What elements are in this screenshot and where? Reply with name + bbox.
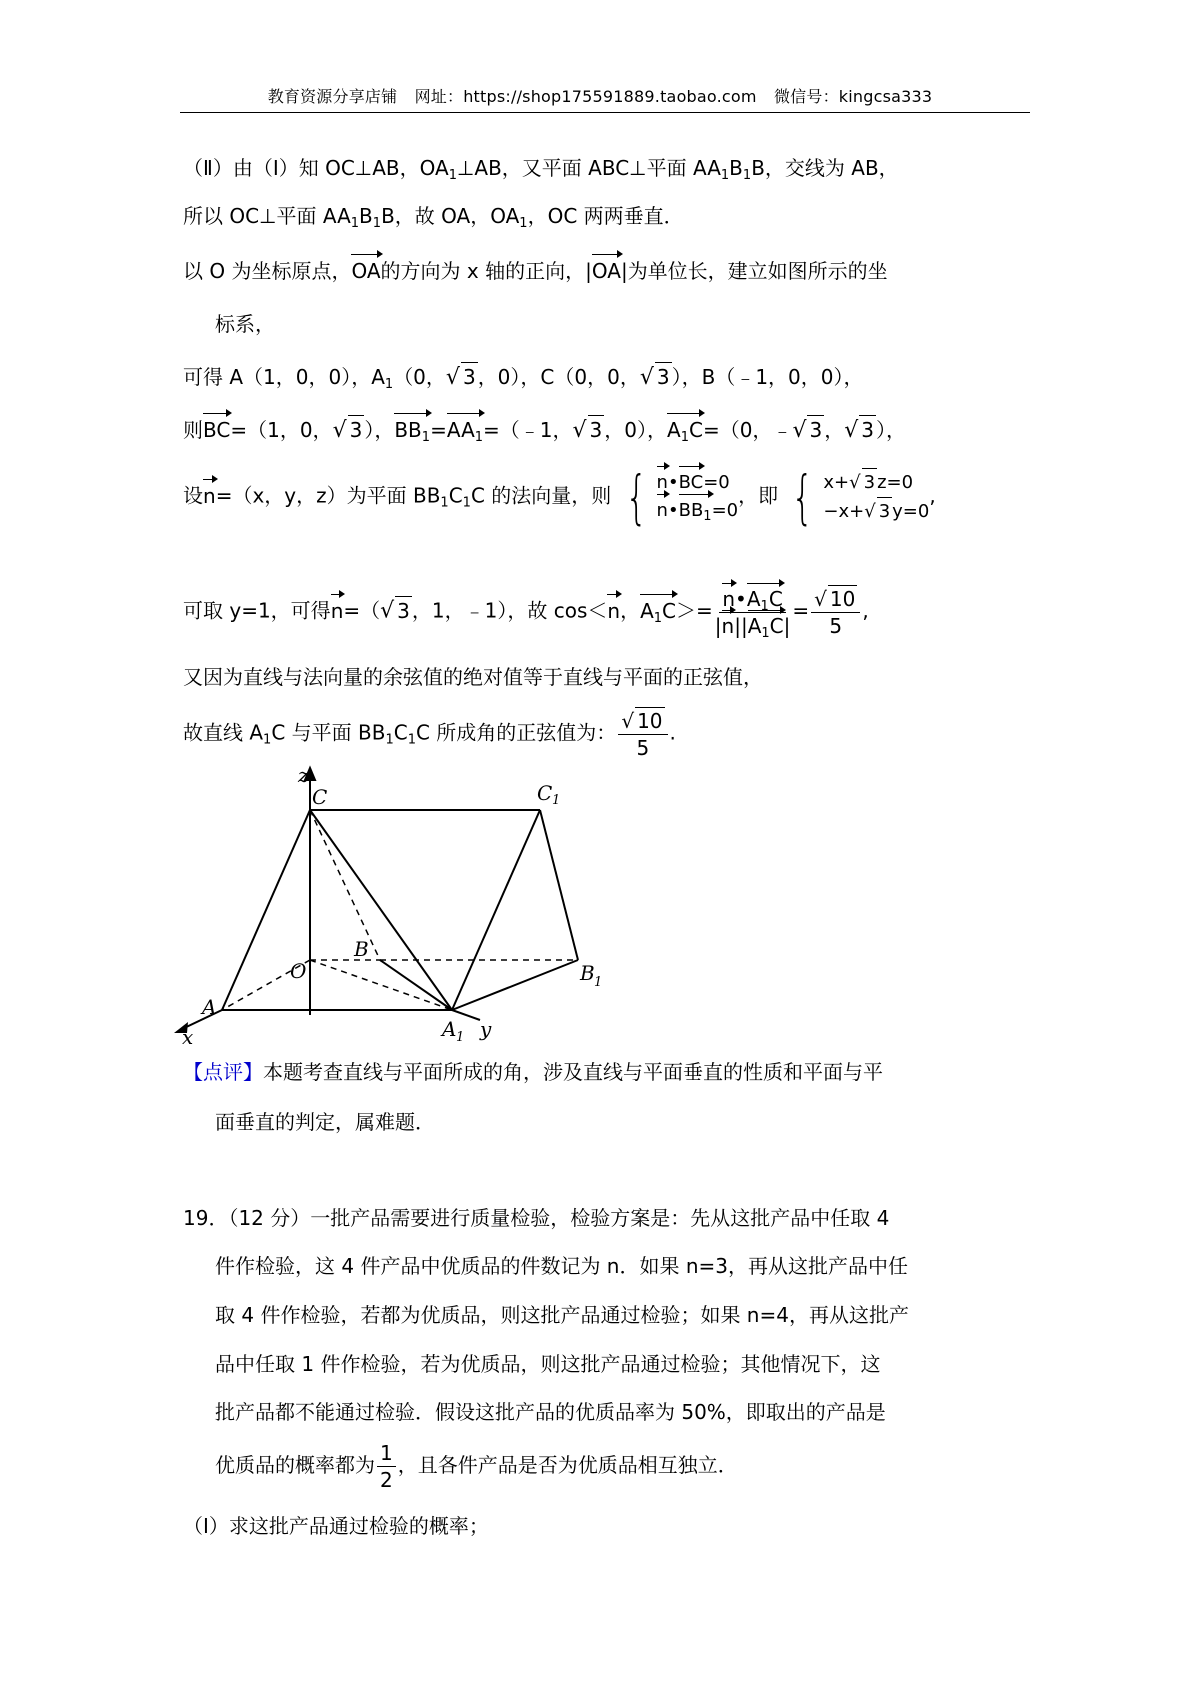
sub: 1 xyxy=(384,377,394,392)
text: ）， xyxy=(875,418,906,442)
review-line-2 xyxy=(215,1108,435,1136)
text: 为单位长，建立如图所示的坐 xyxy=(627,259,888,283)
text: C xyxy=(769,613,784,638)
text: C xyxy=(688,418,703,442)
numerator xyxy=(618,707,667,735)
edge-ca1 xyxy=(310,810,452,1010)
text: =（ xyxy=(343,598,381,623)
text: ，OC 两两垂直． xyxy=(527,204,684,228)
text: y=0 xyxy=(892,501,930,522)
page-header xyxy=(0,84,1200,107)
text: • xyxy=(667,472,679,493)
text: 本题考查直线与平面所成的角，涉及直线与平面垂直的性质和平面与平 xyxy=(263,1060,883,1084)
vector-bc: BC xyxy=(203,418,231,442)
text: ，0）， xyxy=(604,418,668,442)
text: B，交线为 AB， xyxy=(751,156,899,180)
sqrt-icon: √ xyxy=(814,587,827,611)
text: 标系， xyxy=(215,312,275,336)
text: BB xyxy=(678,500,704,521)
sqrt-value: 3 xyxy=(877,497,892,526)
label-a: A xyxy=(202,995,217,1019)
text: 取 4 件作检验，若都为优质品，则这批产品通过检验；如果 n=4，再从这批产 xyxy=(215,1303,909,1327)
text: 设 xyxy=(183,483,203,508)
problem-19-line-1 xyxy=(183,1204,889,1232)
system-row xyxy=(657,497,739,525)
text: ）， xyxy=(364,418,395,442)
text: 批产品都不能通过检验．假设这批产品的优质品率为 50%，即取出的产品是 xyxy=(215,1400,886,1424)
sqrt-icon: √ xyxy=(792,418,807,443)
vector-n: n xyxy=(722,586,736,611)
text: AA xyxy=(446,418,475,442)
text: 可得 A（1，0，0），A xyxy=(183,365,385,389)
sqrt-icon: √ xyxy=(621,709,635,733)
label-c: C xyxy=(312,785,328,809)
sub: 1 xyxy=(680,430,689,445)
text: • xyxy=(735,586,747,611)
problem-19-line-2 xyxy=(215,1252,908,1280)
text: A xyxy=(667,418,681,442)
vector-oa-norm: OA xyxy=(591,259,621,283)
label-b1: B xyxy=(580,961,595,985)
sqrt-value: 3 xyxy=(395,596,412,625)
text: C 的法向量，则 xyxy=(470,483,612,508)
problem-19-line-5 xyxy=(215,1398,886,1426)
solution-line-9 xyxy=(183,663,763,691)
text: x+ xyxy=(823,472,850,493)
text: =0 xyxy=(711,500,739,521)
text: A xyxy=(747,613,762,638)
problem-19-line-6 xyxy=(215,1440,738,1493)
problem-19-line-3 xyxy=(215,1301,909,1329)
sqrt-value: 3 xyxy=(348,415,365,444)
vector-aa1 xyxy=(447,416,483,444)
review-line-1 xyxy=(183,1058,883,1086)
header-wechat: 微信号：kingcsa333 xyxy=(773,87,933,106)
brace-icon: { xyxy=(625,463,648,531)
text: ，即 xyxy=(738,483,779,508)
header-divider xyxy=(180,112,1030,113)
text: . xyxy=(669,720,676,745)
label-b1-sub: 1 xyxy=(594,975,603,990)
solution-line-10 xyxy=(183,707,676,761)
text: ），B（﹣1，0，0）， xyxy=(671,365,864,389)
label-a1-sub: 1 xyxy=(456,1030,465,1045)
solution-line-5 xyxy=(183,362,864,392)
text: =0 xyxy=(703,472,730,493)
text: 则 xyxy=(183,418,203,442)
sqrt-value: 3 xyxy=(588,415,605,444)
label-b: B xyxy=(354,937,369,961)
sqrt-value: 3 xyxy=(862,468,877,497)
edge-c1b1 xyxy=(540,810,578,960)
solution-line-8: 可取 y=1，可得n=（√ 3 ，1，﹣1），故 cos＜n，$A_1C>=$ $\frac{n•A_1C}{|n||A_1C|}$ = $\frac{√ 10}{5}$ , xyxy=(183,586,869,641)
text: ，且各件产品是否为优质品相互独立． xyxy=(397,1453,738,1477)
denominator: 2 xyxy=(380,1468,393,1492)
sub: 1 xyxy=(350,216,360,231)
label-x: x xyxy=(182,1025,194,1049)
sqrt-icon: √ xyxy=(849,472,861,493)
text: （Ⅱ）由（Ⅰ）知 OC⊥AB，OA xyxy=(183,156,449,180)
text: ＞= xyxy=(676,598,713,623)
sub: 1 xyxy=(263,732,272,748)
text: = xyxy=(792,598,810,623)
cos-fraction xyxy=(715,586,791,639)
sub: 1 xyxy=(385,732,394,748)
sqrt-value: 10 xyxy=(829,587,856,611)
text: ⊥AB，又平面 ABC⊥平面 AA xyxy=(456,156,721,180)
geometry-figure xyxy=(180,760,603,1049)
text: =（﹣1， xyxy=(483,418,573,442)
text: ， xyxy=(824,418,845,442)
sub: 1 xyxy=(653,610,663,626)
sub: 1 xyxy=(742,168,752,183)
vector-n: n xyxy=(721,613,735,638)
solution-line-4 xyxy=(215,310,275,338)
sqrt-icon: √ xyxy=(639,365,654,390)
label-a1: A xyxy=(442,1017,457,1041)
denominator: 5 xyxy=(636,736,650,760)
text: • xyxy=(667,500,679,521)
text: BB xyxy=(394,418,422,442)
label-o: O xyxy=(290,959,307,983)
text: B xyxy=(729,156,743,180)
text: 19．（12 分）一批产品需要进行质量检验，检验方案是：先从这批产品中任取 4 xyxy=(183,1206,890,1230)
text: 优质品的概率都为 xyxy=(215,1453,375,1477)
numerator xyxy=(811,585,860,613)
text: 又因为直线与法向量的余弦值的绝对值等于直线与平面的正弦值， xyxy=(183,665,763,689)
text: 以 O 为坐标原点， xyxy=(183,259,352,283)
text: A xyxy=(640,598,654,623)
sqrt-icon: √ xyxy=(844,418,859,443)
edge-cb-hidden xyxy=(310,810,380,960)
sqrt-value: 3 xyxy=(807,415,824,444)
text: C xyxy=(448,483,463,508)
text: −x+ xyxy=(823,501,865,522)
text: 所以 OC⊥平面 AA xyxy=(183,204,351,228)
text: B，故 OA，OA xyxy=(381,204,520,228)
system-row xyxy=(823,468,929,497)
numerator: 1 xyxy=(377,1440,396,1467)
sub: 1 xyxy=(760,598,769,614)
text: （Ⅰ）求这批产品通过检验的概率； xyxy=(183,1514,489,1538)
equation-system-1 xyxy=(618,463,739,531)
sqrt-icon: √ xyxy=(864,501,876,522)
sub: 1 xyxy=(519,216,528,231)
solution-line-1 xyxy=(183,154,899,182)
edge-ba1 xyxy=(380,960,452,1010)
header-url: 网址：https://shop175591889.taobao.com xyxy=(414,87,757,106)
sub: 1 xyxy=(448,168,457,183)
text: ， xyxy=(620,598,641,623)
text: =（x，y，z）为平面 BB xyxy=(215,483,441,508)
label-z: z xyxy=(298,763,309,787)
text: B xyxy=(359,204,373,228)
text: ，0），C（0，0， xyxy=(477,365,640,389)
problem-19-line-4 xyxy=(215,1350,880,1378)
solution-line-7: 设n=（x，y，z）为平面 $BB_1C_1C$ 的法向量，则 { n•BC=0 $n•BB_1=0$ ，即 { x+√ 3 z=0 −x+√ 3 y=0 , xyxy=(183,463,936,531)
text: C xyxy=(768,586,783,611)
sub: 1 xyxy=(462,495,471,511)
text: 故直线 A xyxy=(183,720,264,745)
review-tag: 【点评】 xyxy=(183,1060,263,1084)
text: C xyxy=(662,598,676,623)
vector-a1c xyxy=(747,586,783,612)
edge-oa1-hidden xyxy=(310,960,452,1010)
sub: 1 xyxy=(372,216,382,231)
solution-line-6: 则BC=（1，0，√ 3 ），$BB_1=AA_1=(﹣1$，√ 3 ，0），$A_1C=(0$，﹣√ 3 ，√ 3 ）， xyxy=(183,415,906,445)
label-y: y xyxy=(480,1017,492,1041)
vector-n: n xyxy=(657,469,668,497)
vector-n: n xyxy=(657,497,668,525)
text: C 所成角的正弦值为： xyxy=(415,720,617,745)
vector-bb1 xyxy=(679,497,712,525)
vector-bb1 xyxy=(394,416,430,444)
header-shop: 教育资源分享店铺 xyxy=(267,87,398,106)
vector-oa: OA xyxy=(351,259,381,283)
sub: 1 xyxy=(703,509,712,524)
brace-icon: { xyxy=(791,463,815,531)
half-fraction xyxy=(377,1440,396,1493)
sqrt-icon: √ xyxy=(380,598,395,624)
sub: 1 xyxy=(407,732,416,748)
text: ，1，﹣1），故 cos＜ xyxy=(411,598,608,623)
solution-line-2 xyxy=(183,202,684,230)
text: 的方向为 x 轴的正向， xyxy=(380,259,586,283)
text: z=0 xyxy=(877,472,914,493)
vector-n: n xyxy=(330,598,344,623)
label-c1-sub: 1 xyxy=(552,793,561,808)
text: A xyxy=(746,586,761,611)
text: 可取 y=1，可得 xyxy=(183,598,331,623)
sqrt-value: 3 xyxy=(655,362,672,391)
sqrt-value: 3 xyxy=(859,415,876,444)
text: C 与平面 BB xyxy=(271,720,386,745)
denominator: $|n||A_1C|$ xyxy=(714,613,791,641)
sqrt-value: 3 xyxy=(461,362,478,391)
vector-n: n xyxy=(203,483,216,508)
solution-line-3: 以 O 为坐标原点，OA的方向为 x 轴的正向，|OA|为单位长，建立如图所示的坐 xyxy=(183,259,888,283)
equation-system-2 xyxy=(784,463,930,531)
sqrt-icon: √ xyxy=(572,418,587,443)
vector-a1c xyxy=(640,597,676,625)
sub: 1 xyxy=(720,168,730,183)
sqrt10-over-5 xyxy=(811,585,860,639)
sqrt-value: 10 xyxy=(637,709,663,733)
text: （0， xyxy=(393,365,446,389)
sub: 1 xyxy=(474,430,484,445)
sub: 1 xyxy=(421,430,431,445)
sqrt-icon: √ xyxy=(445,365,460,390)
system-row xyxy=(823,497,929,526)
text: 件作检验，这 4 件产品中优质品的件数记为 n．如果 n=3，再从这批产品中任 xyxy=(215,1254,908,1278)
text: 面垂直的判定，属难题． xyxy=(215,1110,435,1134)
sub: 1 xyxy=(761,625,770,641)
sub: 1 xyxy=(440,495,449,511)
sqrt-icon: √ xyxy=(332,418,347,443)
denominator: 5 xyxy=(829,614,843,638)
answer-fraction xyxy=(618,707,667,761)
text: C xyxy=(393,720,408,745)
label-c1: C xyxy=(537,781,553,805)
vector-a1c xyxy=(667,416,703,444)
problem-19-question-1 xyxy=(183,1512,489,1540)
vector-bc: BC xyxy=(679,469,704,497)
vector-n: n xyxy=(607,598,621,623)
vector-a1c xyxy=(748,613,784,639)
text: 品中任取 1 件作检验，若为优质品，则这批产品通过检验；其他情况下，这 xyxy=(215,1352,881,1376)
text: =（1，0， xyxy=(230,418,333,442)
text: =（0，﹣ xyxy=(702,418,793,442)
